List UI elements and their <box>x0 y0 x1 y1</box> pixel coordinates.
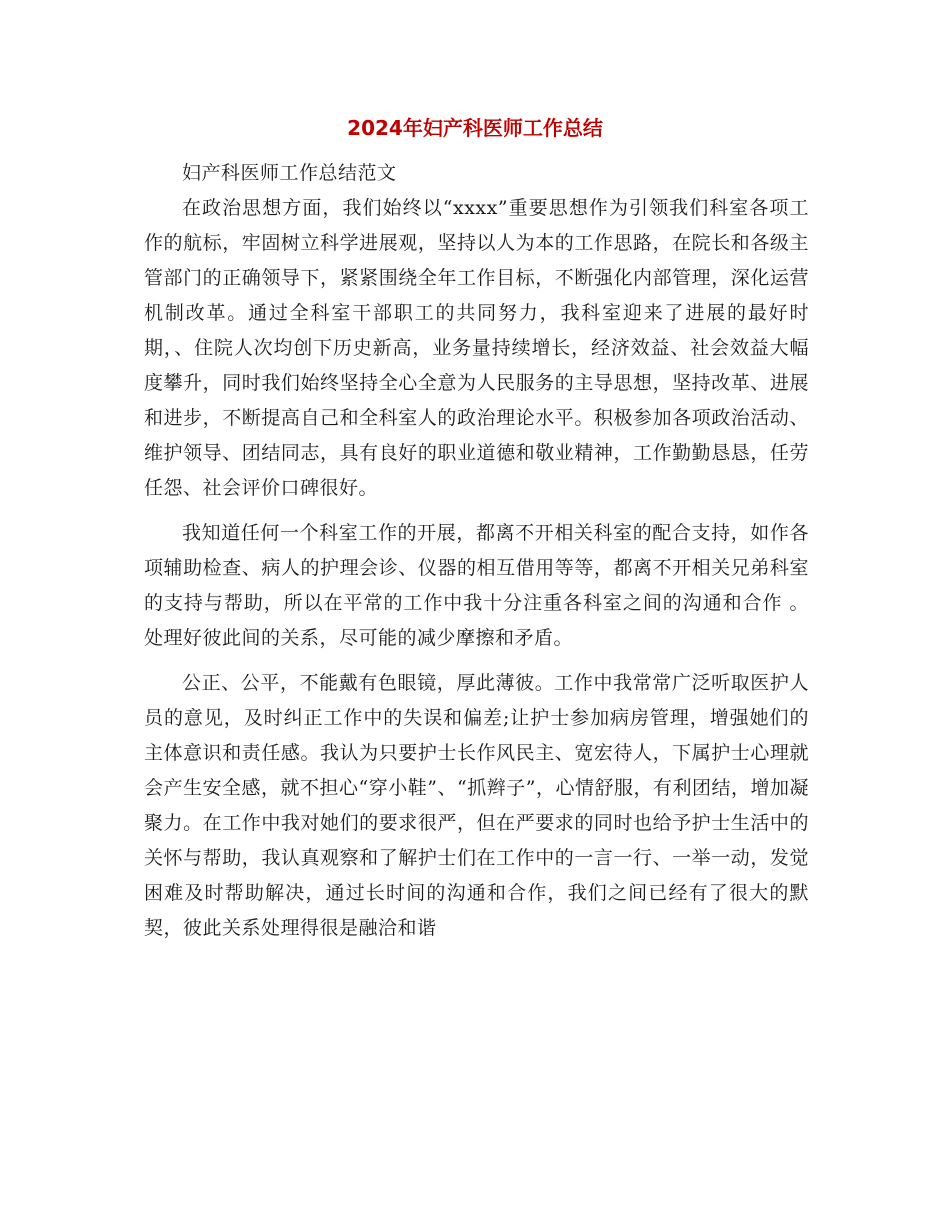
document-subtitle: 妇产科医师工作总结范文 <box>182 162 397 184</box>
paragraph-fairness: 公正、公平，不能戴有色眼镜，厚此薄彼。工作中我常常广泛听取医护人员的意见，及时纠正工作中的失误和偏差;让护士参加病房管理，增强她们的主体意识和责任感。我认为只要护士长作风民主、宽宏待人，下属护士心理就会产生安全感，就不担心“穿小鞋”、“抓辫子”，心情舒服，有利团结，增加凝聚力。在工作中我对她们的要求很严，但在严要求的同时也给予护士生活中的关怀与帮助，我认真观察和了解护士们在工作中的一言一行、一举一动，发觉困难及时帮助解决，通过长时间的沟通和合作，我们之间已经有了很大的默契，彼此关系处理得很是融洽和谐 <box>144 672 809 939</box>
document-title: 2024年妇产科医师工作总结 <box>347 116 603 140</box>
paragraph-political: 在政治思想方面，我们始终以“xxxx”重要思想作为引领我们科室各项工作的航标，牢固树立科学进展观，坚持以人为本的工作思路，在院长和各级主管部门的正确领导下，紧紧围绕全年工作目标，不断强化内部管理，深化运营机制改革。通过全科室干部职工的共同努力，我科室迎来了进展的最好时期，、住院人次均创下历史新高，业务量持续增长，经济效益、社会效益大幅度攀升，同时我们始终坚持全心全意为人民服务的主导思想，坚持改革、进展和进步，不断提高自己和全科室人的政治理论水平。积极参加各项政治活动、维护领导、团结同志，具有良好的职业道德和敬业精神，工作勤勤恳恳，任劳任怨、社会评价口碑很好。 <box>144 197 809 499</box>
paragraph-cooperation: 我知道任何一个科室工作的开展，都离不开相关科室的配合支持，如作各项辅助检查、病人的护理会诊、仪器的相互借用等等，都离不开相关兄弟科室的支持与帮助，所以在平常的工作中我十分注重各科室之间的沟通和合作 。处理好彼此间的关系，尽可能的减少摩擦和矛盾。 <box>144 522 809 649</box>
document-body <box>144 156 809 958</box>
